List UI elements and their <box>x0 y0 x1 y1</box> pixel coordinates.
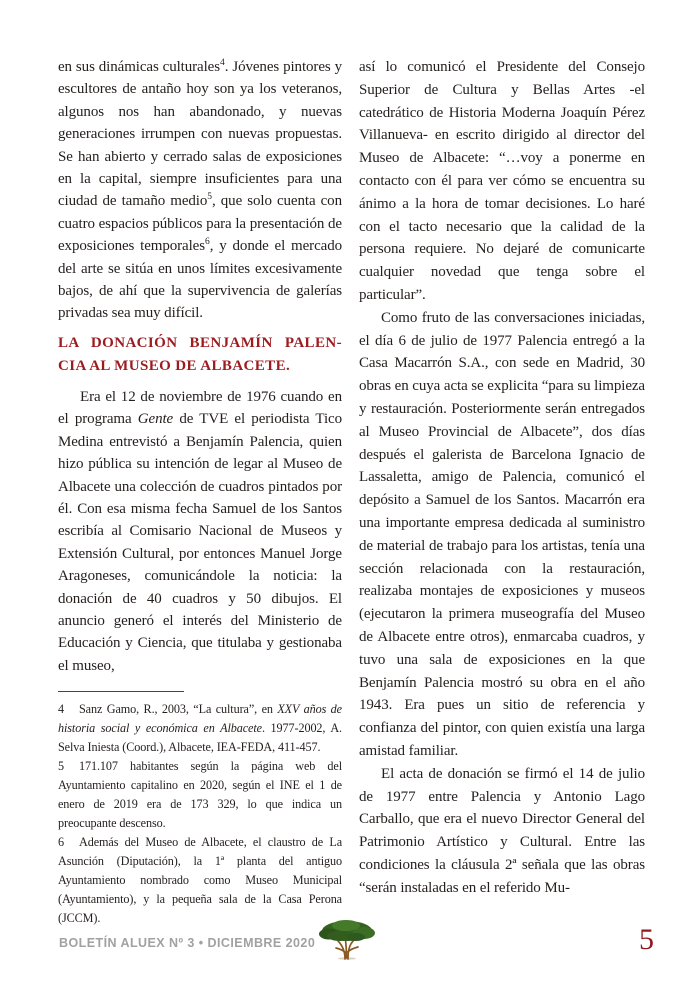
footnote-number: 5 <box>58 759 64 773</box>
footnote-separator <box>58 691 184 692</box>
footnote <box>58 833 342 928</box>
footer-bulletin-title: BOLETÍN ALUEX Nº 3 • DICIEMBRE 2020 <box>59 936 316 950</box>
footnote-text: Sanz Gamo, R., 2003, “La cultura”, en XXV años de historia social y económica en Albacete. 1977-2002, A. Selva Iniesta (Coord.), Albacete, IEA-FEDA, 411-457. <box>58 702 342 754</box>
text-columns <box>58 56 645 930</box>
right-column <box>359 56 645 930</box>
section-heading-line2: CIA AL MUSEO DE ALBACETE. <box>58 358 291 375</box>
paragraph-council-letter: así lo comunicó el Presidente del Consejo Superior de Cultura y Bellas Artes -el catedrático de Historia Moderna Joaquín Pérez Villanueva- en escrito dirigido al director del Museo de Albacete: “…voy a ponerme en contacto con él para ver cómo se encuentra su ánimo a la hora de tomar decisiones. Lo haré con el tacto necesario que la calidad de la persona requiere. No dejaré de comunicarte cualquier novedad que tenga sobre el particular”. <box>359 59 645 303</box>
footnote-number: 4 <box>58 702 64 716</box>
footnote-text: 171.107 habitantes según la página web del Ayuntamiento capitalino en 2020, según el INE el 1 de enero de 2019 era de 173 329, lo que indica un preocupante descenso. <box>58 759 342 830</box>
footnote-number: 6 <box>58 835 64 849</box>
page-number: 5 <box>639 923 654 956</box>
left-column-body <box>58 56 342 677</box>
left-column <box>58 56 342 930</box>
section-heading <box>58 332 342 379</box>
section-heading-line1: LA DONACIÓN BENJAMÍN PALEN- <box>58 334 342 351</box>
footnote <box>58 700 342 757</box>
tree-logo-icon <box>318 919 376 961</box>
paragraph-donation-announcement: Era el 12 de noviembre de 1976 cuando en el programa Gente de TVE el periodista Tico Medina entrevistó a Benjamín Palencia, quien hizo pública su intención de legar al Museo de Albacete una colección de cuadros pintados por él. Con esa misma fecha Samuel de los Santos escribía al Comisario Nacional de Museos y Extensión Cultural, por entonces Manuel Jorge Aragoneses, comunicándole la noticia: la donación de 40 cuadros y 50 dibujos. El anuncio generó el interés del Ministerio de Educación y Ciencia, que titulaba y gestionaba el museo, <box>58 388 342 674</box>
paragraph-culture-dynamics: en sus dinámicas culturales$^4$. Jóvenes pintores y escultores de antaño hoy son ya los veteranos, algunos nos han abandonado, y nuevas generaciones irrumpen con nuevas propuestas. Se han abierto y cerrado salas de exposiciones en la capital, siempre insuficientes para una ciudad de tamaño medio$^5$, que solo cuenta con cuatro espacios públicos para la presentación de exposiciones temporales$^6$, y donde el mercado del arte se sitúa en unos límites excesivamente bajos, de ahí que la supervivencia de galerías privadas sea muy difícil. <box>58 58 342 322</box>
paragraph-macarron-deposit: Como fruto de las conversaciones iniciadas, el día 6 de julio de 1977 Palencia entregó a la Casa Macarrón S.A., con sede en Madrid, 30 obras en cuya acta se explicita “para su limpieza y restauración. Posteriormente serán entregados al Museo Provincial de Albacete”, dos días después el galerista de Barcelona Ignacio de Lassaletta, amigo de Palencia, comunicó el depósito a Samuel de los Santos. Macarrón era una importante empresa dedicada al suministro de material de trabajo para los artistas, tenía una sección relacionada con la restauración, realizaba montajes de exposiciones y museos (ejecutaron la primera museografía del Museo de Albacete entre otros), enmarcaba cuadros, y tuvo una sala de exposiciones en la que Benjamín Palencia mostró su obra en el año 1943. Era pues un sitio de referencia y confianza del pintor, con quien existía una larga amistad familiar. <box>359 309 645 759</box>
footnotes-block <box>58 691 342 928</box>
paragraph-donation-act: El acta de donación se firmó el 14 de julio de 1977 entre Palencia y Antonio Lago Carballo, que era el nuevo Director General del Patrimonio Artístico y Cultural. Entre las condiciones la cláusula 2ª señala que las obras “serán instaladas en el referido Mu- <box>359 765 645 896</box>
footnote-text: Además del Museo de Albacete, el claustro de La Asunción (Diputación), la 1ª planta del antiguo Ayuntamiento nombrado como Museo Municipal (Ayuntamiento), y la pequeña sala de la Casa Perona (JCCM). <box>58 835 342 925</box>
footnote <box>58 757 342 833</box>
